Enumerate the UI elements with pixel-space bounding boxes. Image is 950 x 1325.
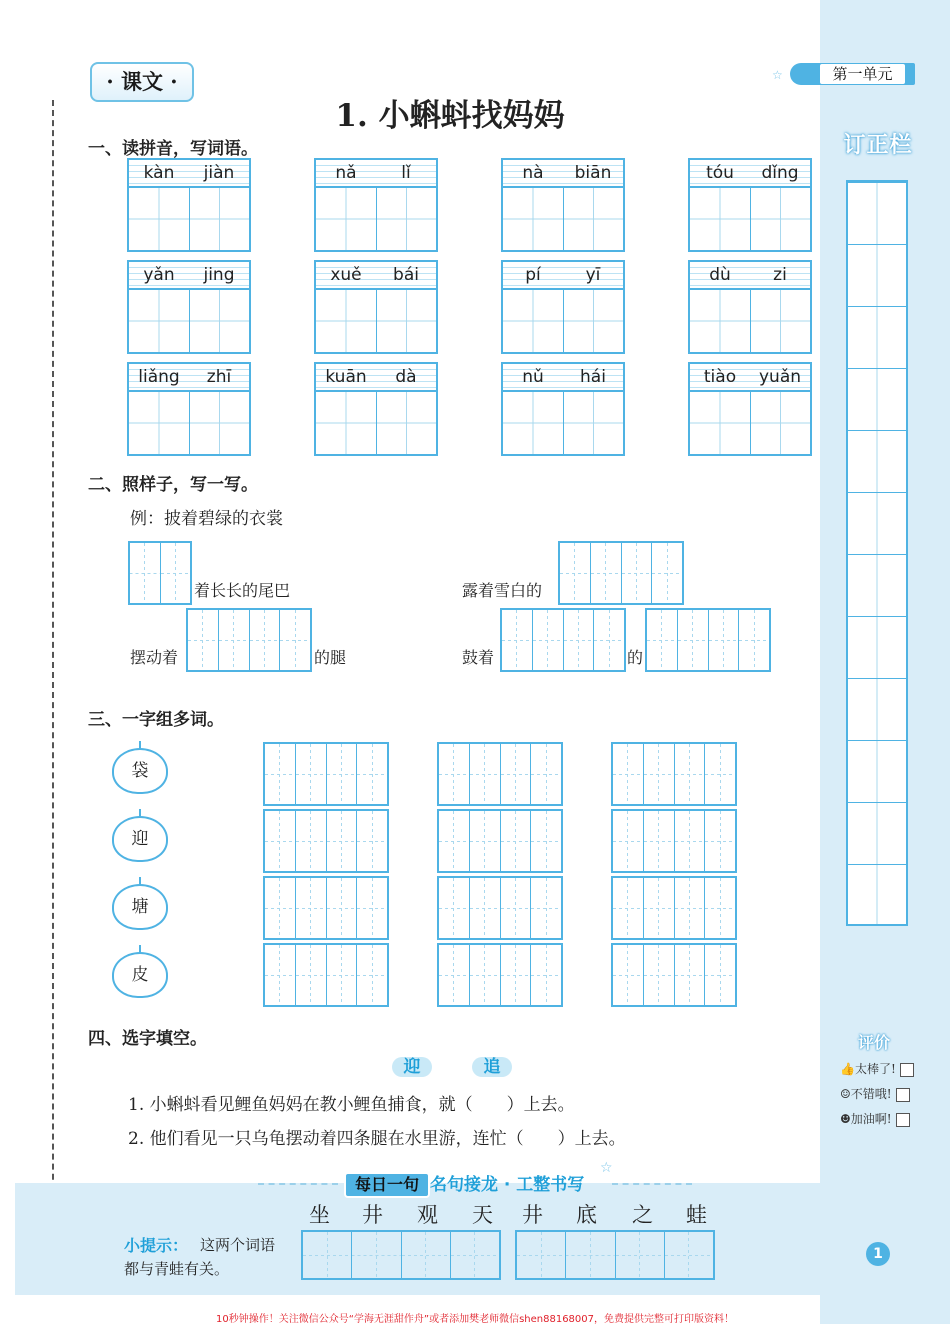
writing-cell[interactable] (296, 878, 327, 938)
pinyin-syllable: dǐng (750, 160, 810, 186)
tianzige-cell[interactable] (129, 188, 190, 250)
section3-heading: 三、一字组多词。 (88, 710, 224, 730)
idiom-char: 天 (472, 1203, 493, 1227)
page-number: 1 (866, 1242, 890, 1266)
writing-cell[interactable] (327, 744, 358, 804)
tianzige-grid[interactable] (503, 392, 623, 454)
writing-cell[interactable] (439, 811, 470, 871)
pinyin-card[interactable] (501, 362, 625, 456)
compound-writing-box[interactable] (437, 809, 563, 873)
compound-writing-box[interactable] (437, 742, 563, 806)
pinyin-syllable: kuān (316, 364, 376, 390)
compound-writing-box[interactable] (263, 742, 389, 806)
pinyin-row (316, 160, 436, 188)
pinyin-syllable: nǔ (503, 364, 563, 390)
writing-cell[interactable] (327, 811, 358, 871)
tianzige-grid[interactable] (129, 188, 249, 250)
writing-cell[interactable] (296, 811, 327, 871)
compound-writing-box[interactable] (263, 809, 389, 873)
pinyin-syllable: tiào (690, 364, 750, 390)
tianzige-grid[interactable] (690, 290, 810, 352)
pinyin-syllable: nà (503, 160, 563, 186)
tianzige-cell[interactable] (564, 392, 624, 454)
tianzige-cell[interactable] (564, 188, 624, 250)
writing-cell[interactable] (675, 811, 706, 871)
smile-icon: ☺ (840, 1087, 851, 1101)
writing-cell[interactable] (296, 744, 327, 804)
pinyin-syllable: tóu (690, 160, 750, 186)
pinyin-row (316, 262, 436, 290)
pinyin-card[interactable] (127, 260, 251, 354)
tianzige-cell[interactable] (377, 188, 437, 250)
divider (258, 1183, 338, 1185)
writing-cell[interactable] (357, 811, 387, 871)
pinyin-syllable: nǎ (316, 160, 376, 186)
phrase-4-text: 鼓着 (462, 648, 495, 667)
writing-cell[interactable] (357, 878, 387, 938)
idiom-char: 井 (362, 1203, 383, 1227)
pinyin-row (503, 364, 623, 392)
option-ying: 迎 (392, 1057, 432, 1077)
star-icon: ☆ (600, 1160, 613, 1176)
pinyin-card[interactable] (688, 362, 812, 456)
tianzige-cell[interactable] (751, 392, 811, 454)
pinyin-card[interactable] (688, 158, 812, 252)
writing-box[interactable] (186, 608, 312, 672)
pinyin-row (690, 262, 810, 290)
tianzige-cell[interactable] (190, 188, 250, 250)
star-icon: ☆ (772, 68, 783, 82)
pinyin-row (129, 262, 249, 290)
writing-cell[interactable] (439, 878, 470, 938)
writing-cell[interactable] (531, 878, 561, 938)
footer-note: 10秒钟操作！关注微信公众号“学海无涯甜作舟”或者添加樊老师微信shen88168007，免费提供完整可打印版资料！ (215, 1314, 735, 1325)
writing-cell[interactable] (613, 744, 644, 804)
daily-tag: 每日一句 (344, 1172, 430, 1198)
idiom-writing-box[interactable] (515, 1230, 715, 1280)
pinyin-syllable: zi (750, 262, 810, 288)
writing-cell[interactable] (675, 945, 706, 1005)
hint-text: 这两个词语 (200, 1236, 276, 1254)
tianzige-grid[interactable] (316, 188, 436, 250)
tianzige-grid[interactable] (316, 392, 436, 454)
writing-cell[interactable] (439, 744, 470, 804)
eval-option (840, 1110, 910, 1127)
idiom-char: 蛙 (686, 1203, 707, 1227)
pinyin-card[interactable] (314, 158, 438, 252)
pinyin-syllable: liǎng (129, 364, 189, 390)
writing-cell[interactable] (531, 945, 561, 1005)
option-zhui: 追 (472, 1057, 512, 1077)
compound-writing-box[interactable] (611, 943, 737, 1007)
writing-box[interactable] (128, 541, 192, 605)
writing-cell[interactable] (675, 878, 706, 938)
writing-cell[interactable] (613, 878, 644, 938)
writing-cell[interactable] (296, 945, 327, 1005)
phrase-3-text: 摆动着 (130, 648, 179, 667)
tianzige-cell[interactable] (190, 392, 250, 454)
idiom-char: 底 (576, 1203, 597, 1227)
phrase-4-mid: 的 (627, 648, 644, 667)
eval-option (840, 1060, 914, 1077)
tianzige-grid[interactable] (503, 290, 623, 352)
lesson-tag: · 课文 · (90, 62, 194, 102)
section2-heading: 二、照样子，写一写。 (88, 475, 258, 495)
tianzige-cell[interactable] (690, 290, 751, 352)
eval-checkbox[interactable] (900, 1063, 914, 1077)
thumbs-up-icon: 👍 (840, 1062, 855, 1076)
tianzige-cell[interactable] (503, 392, 564, 454)
compound-writing-box[interactable] (611, 809, 737, 873)
tianzige-cell[interactable] (751, 188, 811, 250)
pinyin-card[interactable] (501, 158, 625, 252)
pinyin-syllable: xuě (316, 262, 376, 288)
pinyin-row (129, 160, 249, 188)
tianzige-cell[interactable] (377, 290, 437, 352)
writing-cell[interactable] (613, 945, 644, 1005)
idiom-char: 之 (632, 1203, 653, 1227)
writing-cell[interactable] (439, 945, 470, 1005)
apple-char: 皮 (112, 952, 168, 998)
eval-option (840, 1085, 910, 1102)
pinyin-card[interactable] (127, 362, 251, 456)
writing-cell[interactable] (705, 744, 735, 804)
writing-cell[interactable] (265, 744, 296, 804)
pinyin-syllable: yuǎn (750, 364, 810, 390)
writing-cell[interactable] (470, 811, 501, 871)
compound-writing-box[interactable] (611, 742, 737, 806)
idiom-char: 井 (522, 1203, 543, 1227)
pinyin-syllable: bái (376, 262, 436, 288)
pinyin-syllable: biān (563, 160, 623, 186)
section4-heading: 四、选字填空。 (88, 1029, 207, 1049)
pinyin-syllable: lǐ (376, 160, 436, 186)
apple-char: 塘 (112, 884, 168, 930)
writing-cell[interactable] (501, 811, 532, 871)
pinyin-card[interactable] (688, 260, 812, 354)
writing-cell[interactable] (470, 744, 501, 804)
pinyin-syllable: zhī (189, 364, 249, 390)
pinyin-card[interactable] (127, 158, 251, 252)
question-2: 2. 他们看见一只乌龟摆动着四条腿在水里游，连忙（ ）上去。 (128, 1129, 626, 1149)
apple-char: 袋 (112, 748, 168, 794)
pinyin-row (690, 364, 810, 392)
writing-cell[interactable] (501, 945, 532, 1005)
writing-cell[interactable] (705, 811, 735, 871)
idiom-writing-box[interactable] (301, 1230, 501, 1280)
section1-heading: 一、读拼音，写词语。 (88, 139, 258, 159)
compound-writing-box[interactable] (437, 876, 563, 940)
tianzige-grid[interactable] (690, 392, 810, 454)
tianzige-grid[interactable] (503, 188, 623, 250)
pinyin-syllable: dà (376, 364, 436, 390)
writing-cell[interactable] (501, 744, 532, 804)
writing-cell[interactable] (644, 945, 675, 1005)
pinyin-row (129, 364, 249, 392)
tianzige-cell[interactable] (690, 392, 751, 454)
compound-writing-box[interactable] (437, 943, 563, 1007)
pinyin-card[interactable] (314, 362, 438, 456)
pinyin-syllable: hái (563, 364, 623, 390)
writing-box[interactable] (645, 608, 771, 672)
writing-cell[interactable] (644, 878, 675, 938)
tianzige-cell[interactable] (129, 290, 190, 352)
eval-label: 加油啊! (850, 1112, 892, 1126)
pinyin-syllable: jing (189, 262, 249, 288)
page-title: 1. 小蝌蚪找妈妈 (335, 98, 565, 134)
correction-grid[interactable] (846, 180, 908, 926)
writing-cell[interactable] (531, 744, 561, 804)
eval-label: 不错哦! (850, 1087, 892, 1101)
pinyin-card[interactable] (314, 260, 438, 354)
phrase-2-text: 露着雪白的 (462, 581, 543, 600)
pinyin-card[interactable] (501, 260, 625, 354)
tianzige-cell[interactable] (316, 188, 377, 250)
idiom-char: 观 (417, 1203, 438, 1227)
cheer-icon: ☻ (840, 1112, 851, 1126)
evaluation-title: 评价 (858, 1033, 891, 1052)
tianzige-grid[interactable] (129, 392, 249, 454)
writing-cell[interactable] (265, 945, 296, 1005)
phrase-1-text: 着长长的尾巴 (194, 581, 291, 600)
tianzige-grid[interactable] (129, 290, 249, 352)
writing-cell[interactable] (357, 945, 387, 1005)
phrase-3-suffix: 的腿 (314, 648, 347, 667)
writing-cell[interactable] (357, 744, 387, 804)
apple-char: 迎 (112, 816, 168, 862)
writing-box[interactable] (500, 608, 626, 672)
compound-writing-box[interactable] (263, 943, 389, 1007)
writing-cell[interactable] (470, 945, 501, 1005)
tianzige-cell[interactable] (316, 392, 377, 454)
compound-writing-box[interactable] (263, 876, 389, 940)
tianzige-cell[interactable] (751, 290, 811, 352)
eval-checkbox[interactable] (896, 1113, 910, 1127)
cut-line (52, 100, 54, 1260)
pinyin-syllable: kàn (129, 160, 189, 186)
unit-label: 第一单元 (820, 64, 905, 84)
writing-cell[interactable] (265, 878, 296, 938)
example-text: 例：披着碧绿的衣裳 (130, 509, 283, 529)
tianzige-cell[interactable] (190, 290, 250, 352)
writing-cell[interactable] (644, 811, 675, 871)
writing-cell[interactable] (327, 878, 358, 938)
pinyin-row (503, 262, 623, 290)
tianzige-cell[interactable] (316, 290, 377, 352)
question-1: 1. 小蝌蚪看见鲤鱼妈妈在教小鲤鱼捕食，就（ ）上去。 (128, 1095, 575, 1115)
correction-title: 订正栏 (843, 133, 913, 158)
writing-cell[interactable] (613, 811, 644, 871)
writing-cell[interactable] (675, 744, 706, 804)
pinyin-row (316, 364, 436, 392)
daily-subtitle: 名句接龙 · 工整书写 (430, 1175, 585, 1195)
writing-cell[interactable] (644, 744, 675, 804)
idiom-char: 坐 (309, 1203, 330, 1227)
writing-cell[interactable] (501, 878, 532, 938)
hint-label: 小提示： (124, 1236, 189, 1255)
hint-text: 都与青蛙有关。 (124, 1260, 230, 1278)
pinyin-syllable: jiàn (189, 160, 249, 186)
pinyin-syllable: yǎn (129, 262, 189, 288)
pinyin-row (690, 160, 810, 188)
divider (612, 1183, 692, 1185)
tianzige-cell[interactable] (690, 188, 751, 250)
writing-box[interactable] (558, 541, 684, 605)
pinyin-syllable: pí (503, 262, 563, 288)
tianzige-cell[interactable] (503, 188, 564, 250)
tianzige-grid[interactable] (690, 188, 810, 250)
writing-cell[interactable] (705, 945, 735, 1005)
pinyin-syllable: yī (563, 262, 623, 288)
tianzige-cell[interactable] (377, 392, 437, 454)
eval-checkbox[interactable] (896, 1088, 910, 1102)
unit-badge (790, 63, 915, 85)
tianzige-cell[interactable] (129, 392, 190, 454)
tianzige-cell[interactable] (503, 290, 564, 352)
writing-cell[interactable] (470, 878, 501, 938)
tianzige-grid[interactable] (316, 290, 436, 352)
tianzige-cell[interactable] (564, 290, 624, 352)
pinyin-row (503, 160, 623, 188)
compound-writing-box[interactable] (611, 876, 737, 940)
writing-cell[interactable] (705, 878, 735, 938)
eval-label: 太棒了! (854, 1062, 896, 1076)
writing-cell[interactable] (531, 811, 561, 871)
writing-cell[interactable] (327, 945, 358, 1005)
writing-cell[interactable] (265, 811, 296, 871)
pinyin-syllable: dù (690, 262, 750, 288)
